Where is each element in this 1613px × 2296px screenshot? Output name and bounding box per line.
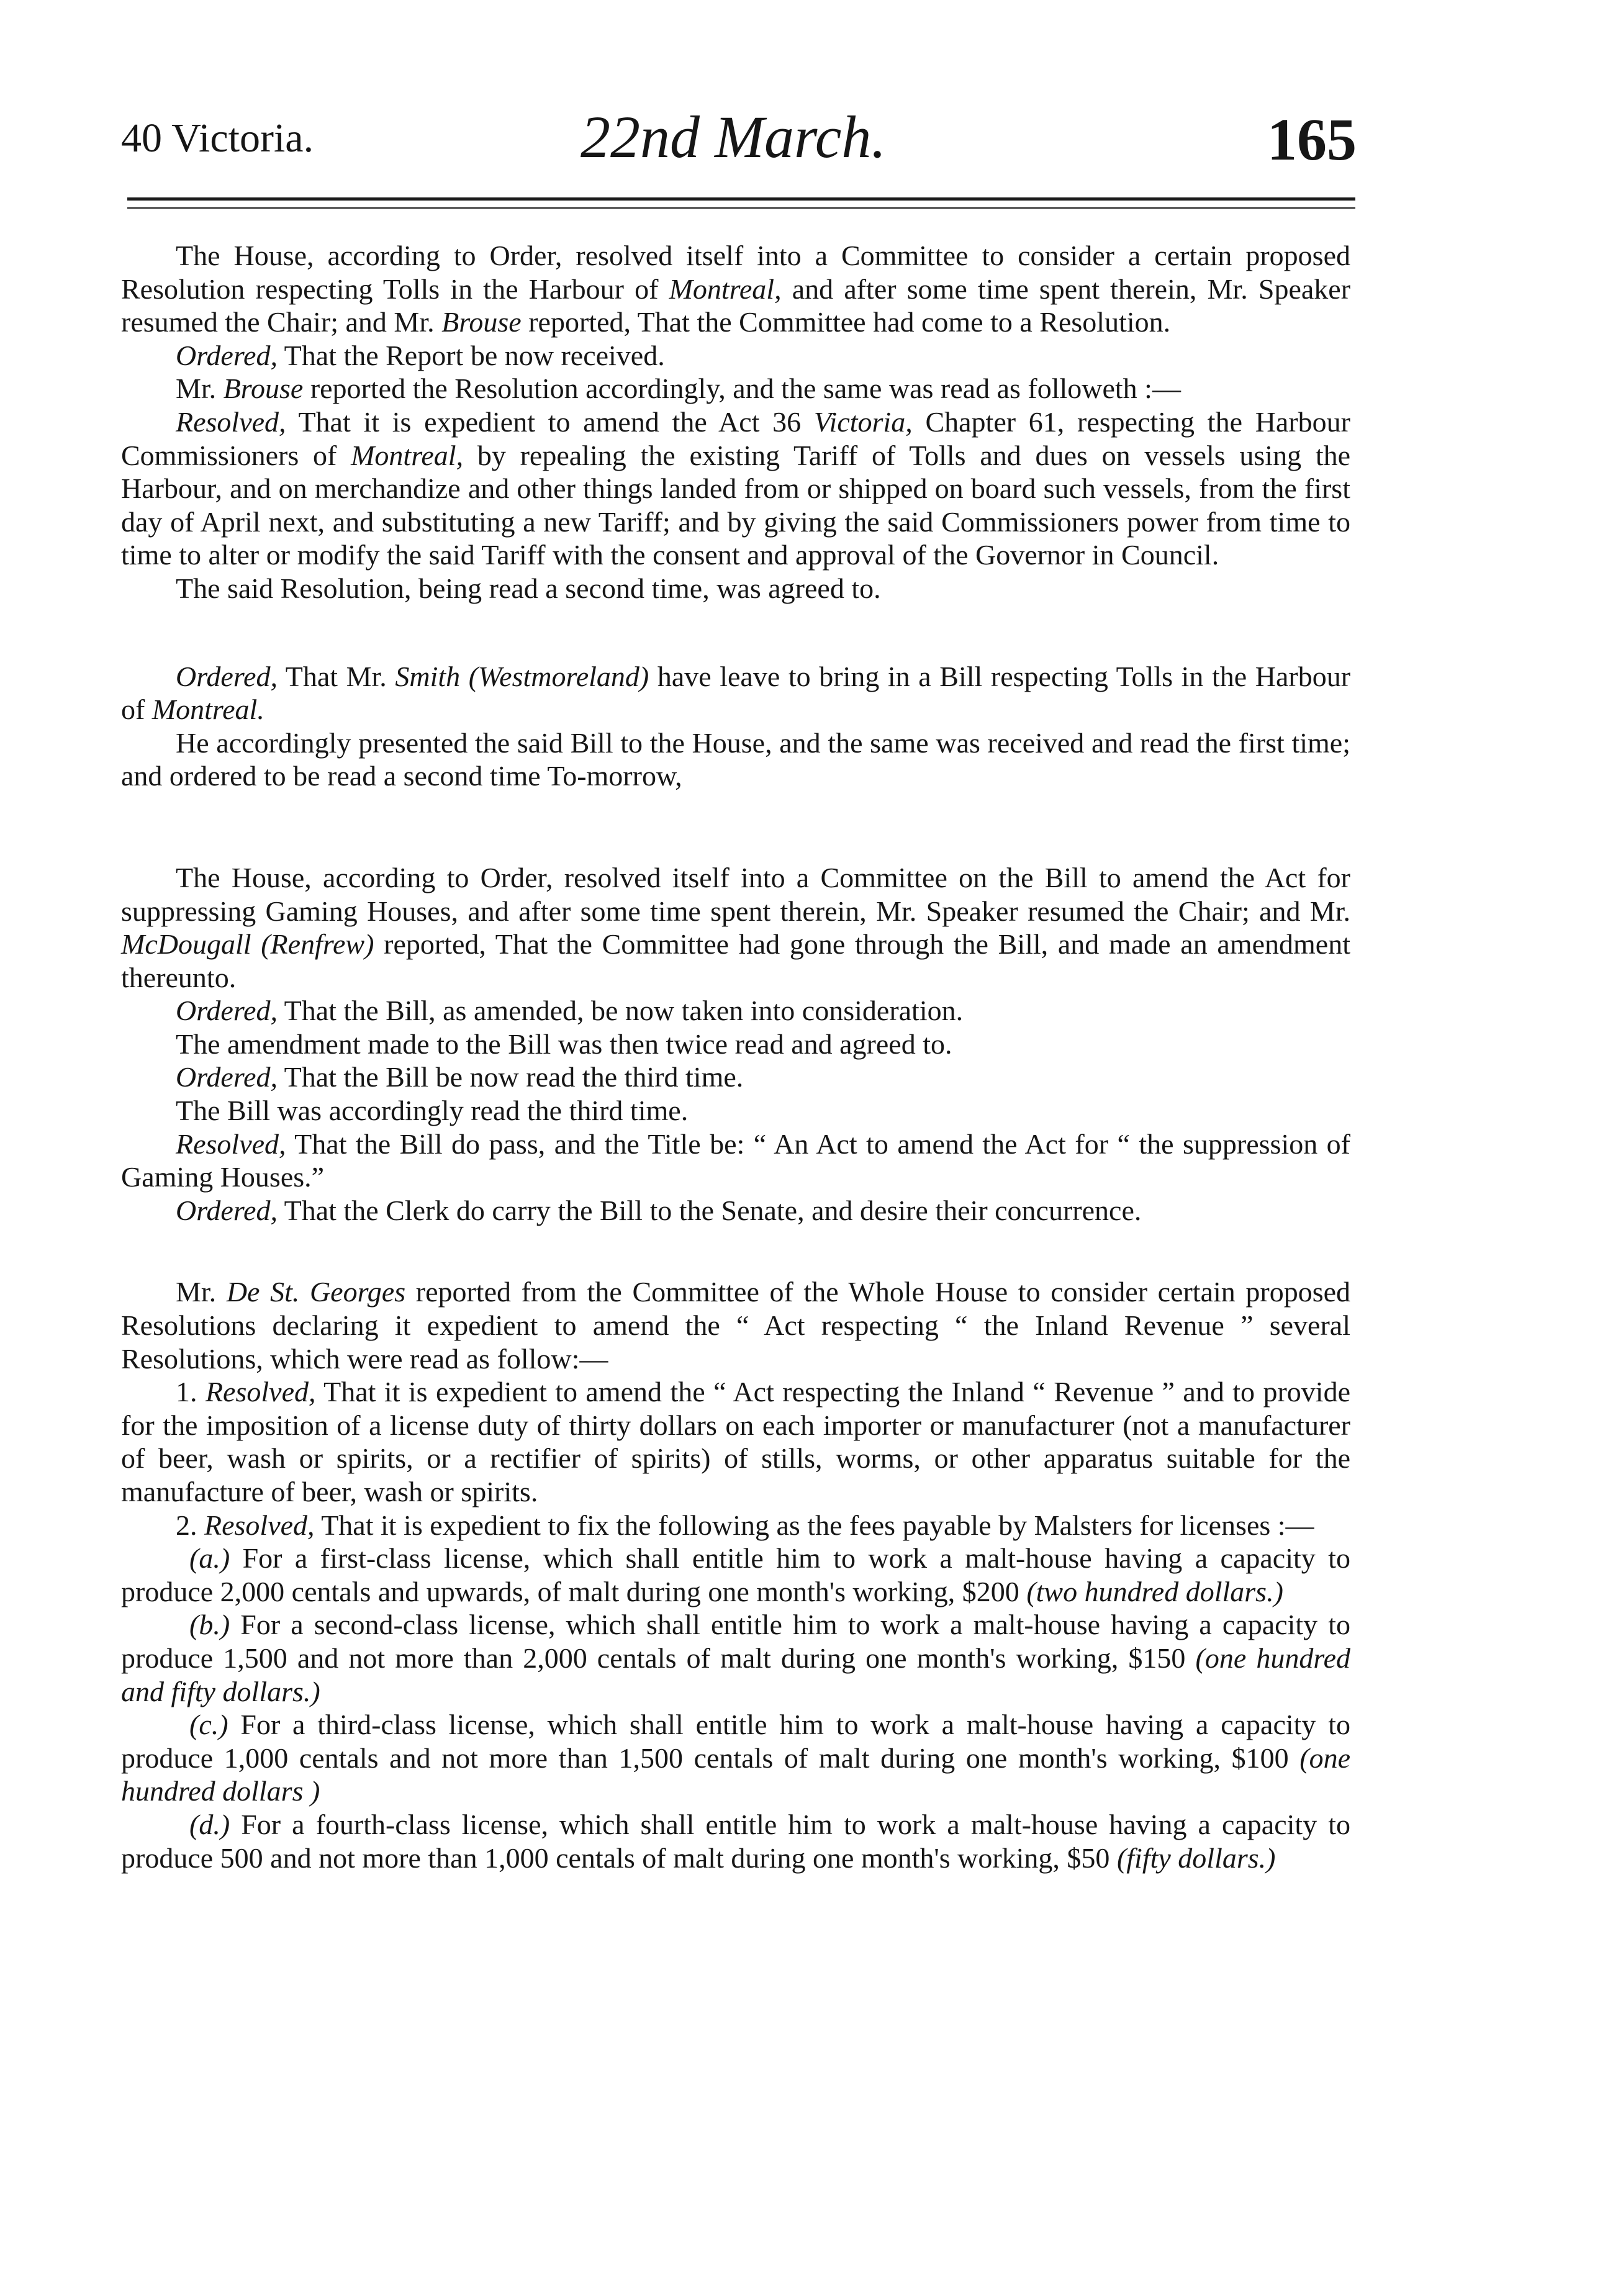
page-number: 165: [1267, 106, 1357, 173]
paragraph-resolution-agreed: The said Resolution, being read a second time, was agreed to.: [176, 572, 881, 604]
paragraph-license-d: (d.) For a fourth-class license, which shall entitle him to work a malt-house having a capacity to produce 500 and not more than 1,000 centals of malt during one month's working, $50 (fifty dollars.): [121, 1808, 1351, 1874]
paragraph-resolution-1: 1. Resolved, That it is expedient to amend the “ Act respecting the Inland “ Revenue ” and to provide for the imposition of a license duty of thirty dollars on each importer or manufacturer (not a manufacturer of beer, wash or spirits, or a rectifier of spirits) of stills, worms, or other apparatus suitable for the manufacture of beer, wash or spirits.: [121, 1376, 1351, 1507]
paragraph-report-received: Ordered, That the Report be now received.: [176, 339, 665, 371]
paragraph-senate: Ordered, That the Clerk do carry the Bill to the Senate, and desire their concurrence.: [176, 1194, 1142, 1226]
paragraph-bill-presented: He accordingly presented the said Bill to the House, and the same was received and read the first time; and ordered to be read a second time To-morrow,: [121, 726, 1350, 792]
page-body: [121, 239, 1350, 1874]
paragraph-brouse-reported: Mr. Brouse reported the Resolution accordingly, and the same was read as followeth :—: [176, 373, 1181, 405]
paragraph-bill-pass: Resolved, That the Bill do pass, and the Title be: “ An Act to amend the Act for “ the suppression of Gaming Houses.”: [121, 1128, 1351, 1193]
paragraph-gaming-houses: The House, according to Order, resolved itself into a Committee on the Bill to amend the Act for suppressing Gaming Houses, and after some time spent therein, Mr. Speaker resumed the Chair; and Mr. McDougall (Renfrew) reported, That the Committee had gone through the Bill, and made an amendment thereunto.: [121, 861, 1350, 993]
paragraph-resolution-tariff: Resolved, That it is expedient to amend the Act 36 Victoria, Chapter 61, respecting the Harbour Commissioners of Montreal, by repealing the existing Tariff of Tolls and dues on vessels using the Harbour, and on merchandize and other things landed from or shipped on board such vessels, from the first day of April next, and substituting a new Tariff; and by giving the said Commissioners power from time to time to alter or modify the said Tariff with the consent and approval of the Governor in Council.: [121, 405, 1351, 571]
paragraph-inland-revenue: Mr. De St. Georges reported from the Committee of the Whole House to consider certain proposed Resolutions declaring it expedient to amend the “ Act respecting “ the Inland Revenue ” several Resolutions, which were read as follow:—: [121, 1276, 1351, 1375]
paragraph-license-b: (b.) For a second-class license, which shall entitle him to work a malt-house having a capacity to produce 1,500 and not more than 2,000 centals of malt during one month's working, $150 (one hundred and fifty dollars.): [121, 1609, 1351, 1707]
paragraph-amendment-agreed: The amendment made to the Bill was then twice read and agreed to.: [176, 1028, 952, 1060]
paragraph-third-time-ordered: Ordered, That the Bill be now read the third time.: [176, 1061, 744, 1093]
header-rule-thin: [127, 207, 1355, 209]
header-rule-thick: [127, 197, 1355, 201]
paragraph-third-time-read: The Bill was accordingly read the third time.: [176, 1095, 689, 1127]
paragraph-resolution-2: 2. Resolved, That it is expedient to fix the following as the fees payable by Malsters for licenses :—: [176, 1509, 1314, 1541]
regnal-year: 40 Victoria.: [121, 115, 314, 161]
paragraph-leave-bill: Ordered, That Mr. Smith (Westmoreland) have leave to bring in a Bill respecting Tolls in the Harbour of Montreal.: [121, 660, 1351, 726]
paragraph-committee-tolls: The House, according to Order, resolved itself into a Committee to consider a certain proposed Resolution respecting Tolls in the Harbour of Montreal, and after some time spent therein, Mr. Speaker resumed the Chair; and Mr. Brouse reported, That the Committee had come to a Resolution.: [121, 240, 1351, 338]
paragraph-license-c: (c.) For a third-class license, which shall entitle him to work a malt-house having a capacity to produce 1,000 centals and not more than 1,500 centals of malt during one month's working, $100 (one hundred dollars ): [121, 1709, 1351, 1807]
paragraph-amended-consideration: Ordered, That the Bill, as amended, be now taken into consideration.: [176, 995, 964, 1027]
paragraph-license-a: (a.) For a first-class license, which shall entitle him to work a malt-house having a capacity to produce 2,000 centals and upwards, of malt during one month's working, $200 (two hundred dollars.): [121, 1542, 1350, 1607]
page-date: 22nd March.: [581, 104, 887, 170]
page-header: [121, 102, 1357, 177]
